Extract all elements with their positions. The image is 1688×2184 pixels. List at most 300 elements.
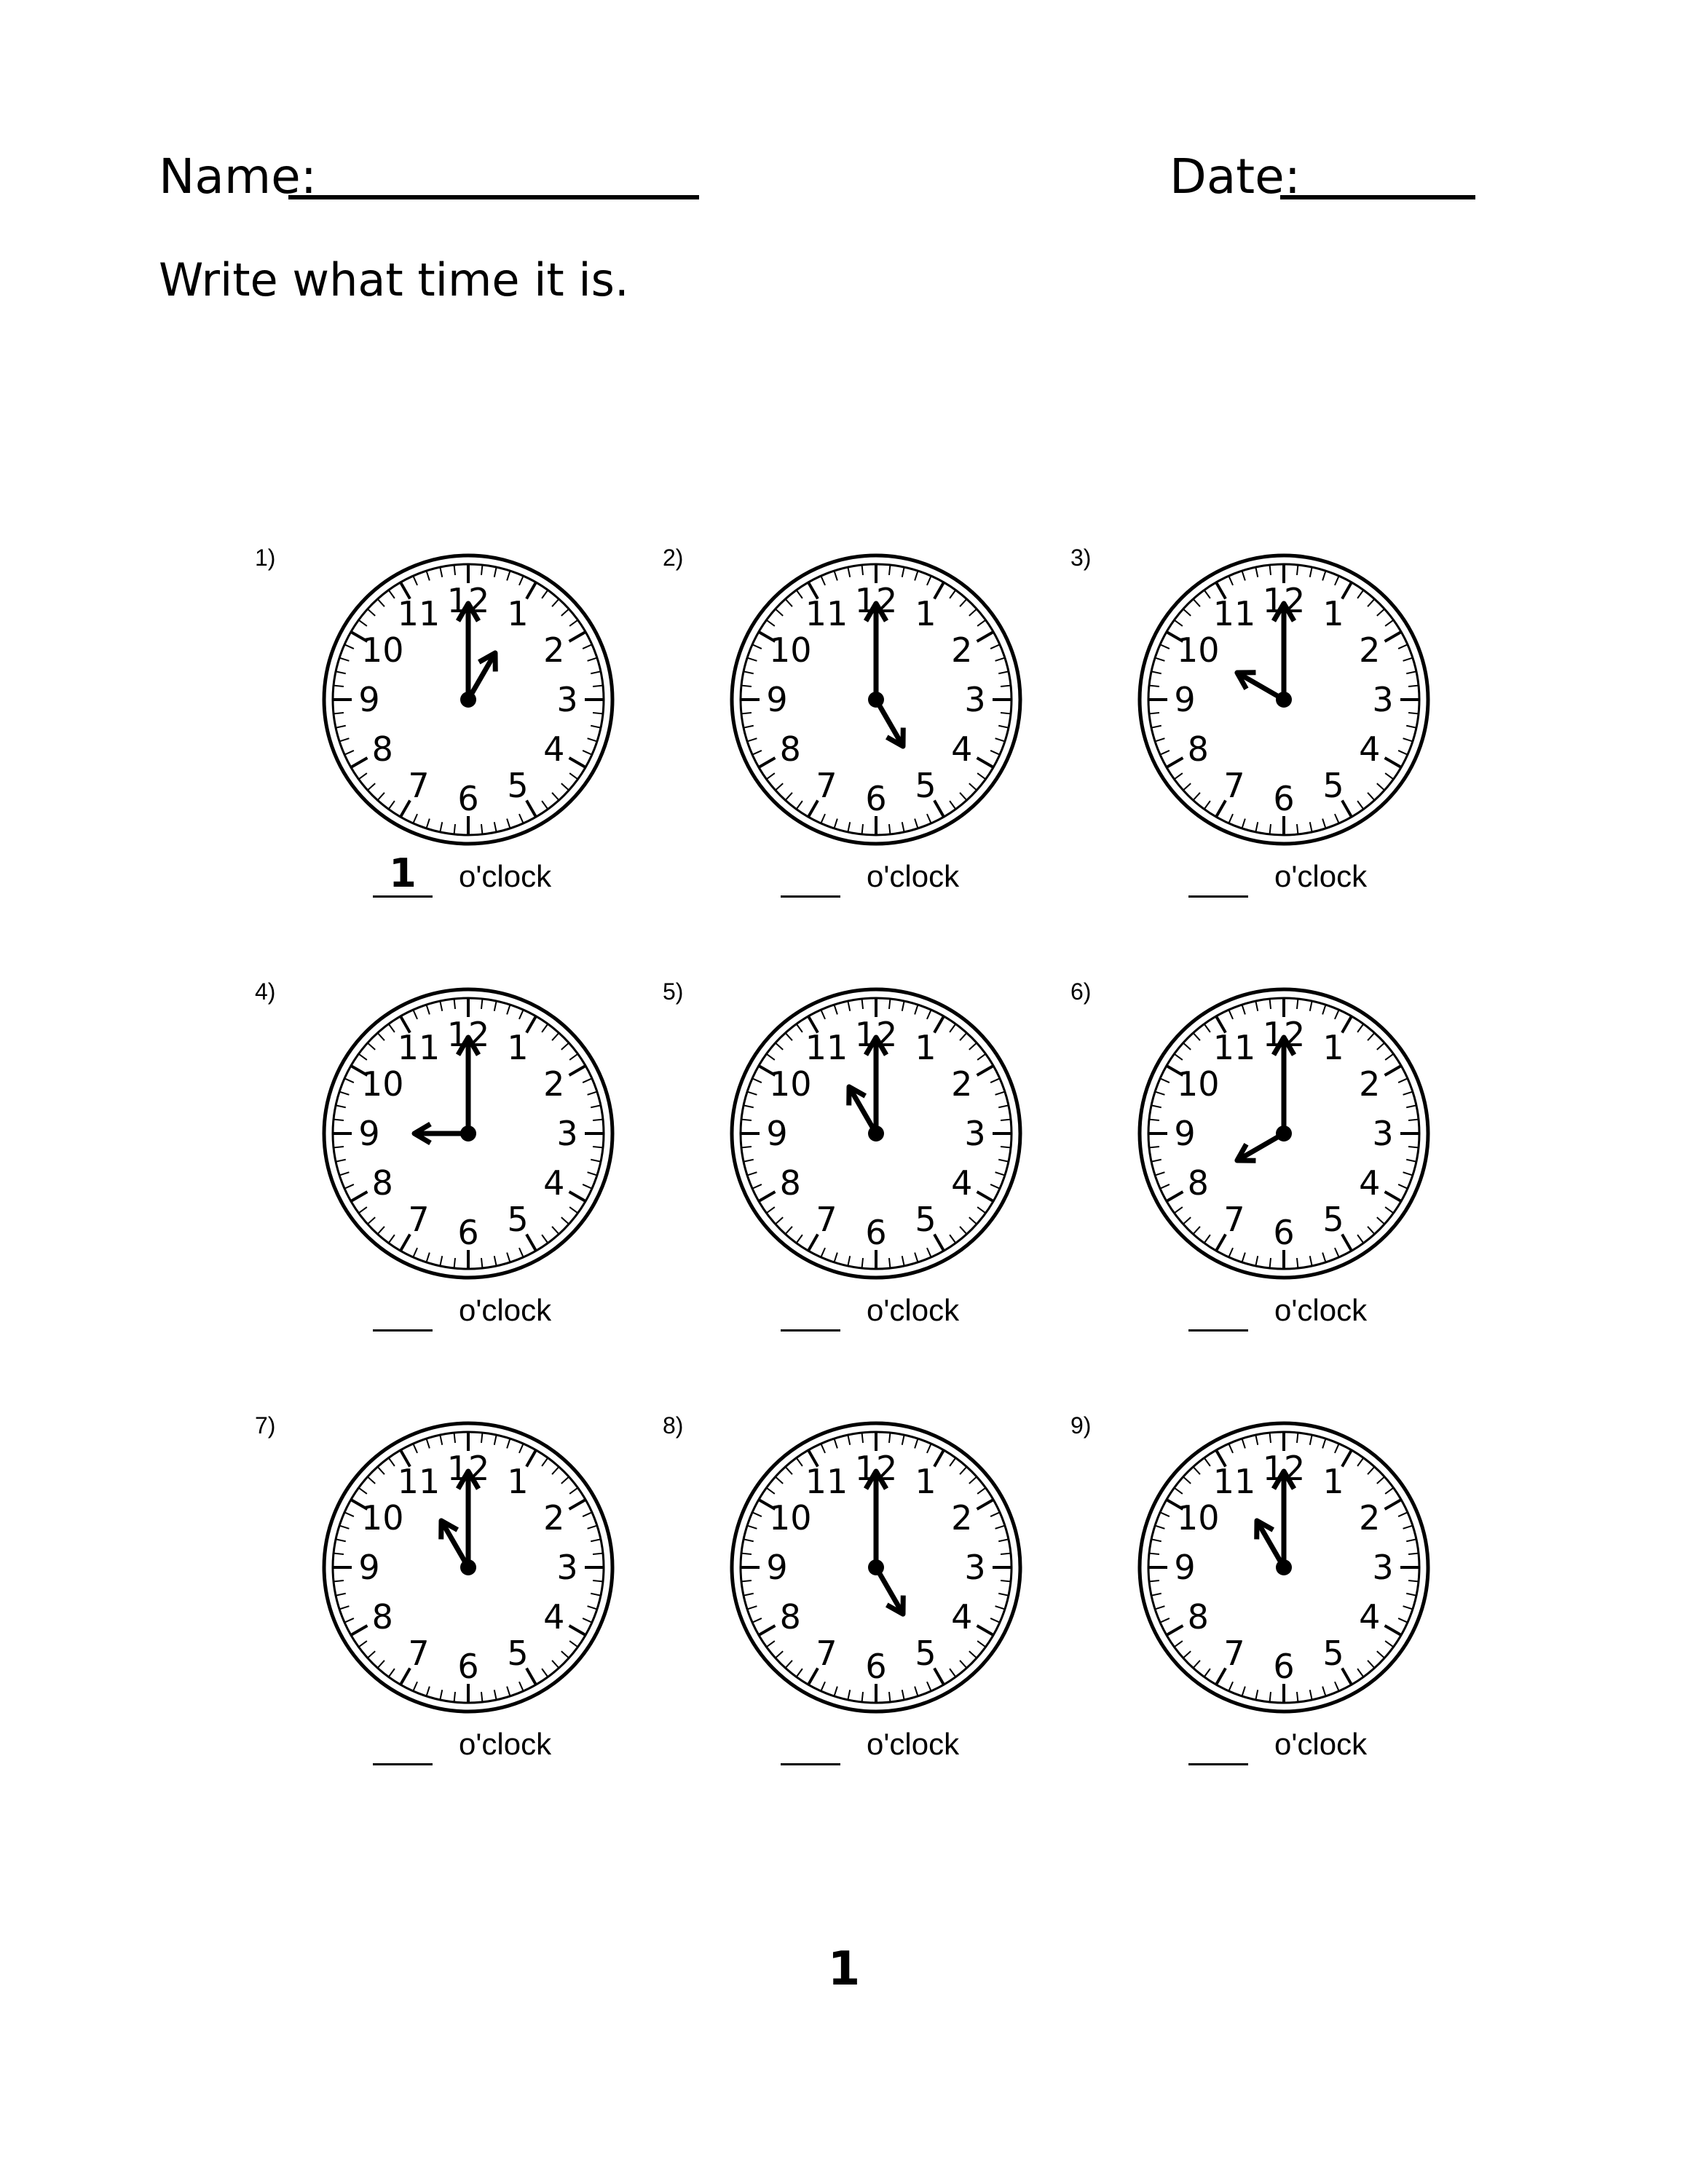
minute-tick [1155,1172,1164,1175]
minute-tick [1151,1160,1162,1162]
minute-tick [889,1433,890,1443]
minute-tick [519,1248,524,1257]
dial-number: 4 [951,1163,973,1203]
minute-tick [1228,814,1233,823]
minute-tick [835,1253,837,1262]
hour-tick [977,1500,994,1509]
minute-tick [368,1477,375,1484]
dial-number: 1 [507,1028,529,1068]
minute-tick [776,1477,783,1484]
minute-tick [481,999,482,1009]
oclock-label: o'clock [867,1727,960,1761]
hour-tick [569,1500,586,1509]
minute-tick [569,1488,577,1494]
answer-blank[interactable] [373,895,433,898]
minute-tick [1001,686,1011,687]
minute-tick [767,1641,775,1647]
minute-tick [797,801,802,809]
minute-tick [1255,1256,1258,1266]
dial-number: 6 [457,779,479,818]
minute-tick [583,1512,592,1516]
dial-number: 11 [805,1462,848,1502]
minute-tick [848,1690,850,1700]
minute-tick [902,567,904,577]
minute-tick [552,1467,559,1474]
minute-tick [776,1217,783,1224]
minute-tick [1385,1207,1393,1213]
dial-number: 5 [915,765,936,805]
dial-number: 10 [1176,1498,1220,1538]
minute-tick [1270,824,1271,834]
dial-number: 11 [805,594,848,634]
minute-tick [1194,599,1200,606]
minute-tick [1228,1010,1233,1019]
minute-tick [821,814,825,823]
dial-number: 8 [1187,1163,1209,1203]
minute-tick [378,1033,384,1040]
dial-number: 5 [1322,1633,1344,1673]
minute-tick [1255,567,1258,577]
dial-number: 11 [397,1462,441,1502]
minute-tick [797,590,802,598]
hour-tick [1167,1192,1183,1201]
minute-tick [915,1253,918,1262]
page-number: 1 [827,1942,861,1996]
minute-tick [915,1439,918,1448]
minute-tick [1151,726,1162,728]
minute-tick [1204,801,1210,809]
dial-number: 9 [766,680,788,719]
minute-tick [767,1207,775,1213]
dial-number: 4 [543,1163,565,1203]
minute-tick [969,1043,977,1050]
minute-tick [995,1606,1005,1609]
dial-number: 4 [951,1597,973,1637]
minute-tick [591,726,601,728]
minute-tick [591,671,601,673]
minute-tick [1183,609,1191,616]
minute-tick [494,822,497,832]
minute-tick [744,1105,754,1107]
dial-number: 12 [1262,581,1306,620]
minute-tick [1270,1258,1271,1268]
hour-tick [569,632,586,641]
minute-tick [1242,1253,1245,1262]
dial-number: 9 [1174,1548,1196,1587]
minute-tick [507,571,510,580]
minute-tick [542,1235,548,1243]
clock-center-hub [868,1125,884,1142]
minute-tick [741,1580,752,1581]
minute-tick [1204,590,1210,598]
dial-number: 10 [1176,630,1220,670]
minute-tick [339,658,349,661]
answer-blank[interactable] [781,895,840,898]
minute-tick [359,1641,367,1647]
minute-tick [481,1258,482,1268]
minute-tick [1398,751,1408,755]
minute-tick [1242,1005,1245,1014]
minute-tick [542,1024,548,1032]
minute-tick [786,1033,792,1040]
minute-tick [1160,644,1170,649]
dial-number: 9 [1174,680,1196,719]
answer-blank[interactable] [373,1329,433,1332]
dial-number: 3 [1372,1548,1394,1587]
dial-number: 11 [1212,594,1256,634]
minute-tick [915,1005,918,1014]
clock-item [255,545,663,923]
minute-tick [1270,1433,1271,1443]
dial-number: 1 [915,1462,936,1502]
minute-tick [990,1512,1000,1516]
minute-tick [1160,1618,1170,1623]
minute-tick [1398,644,1408,649]
minute-tick [1398,1078,1408,1083]
minute-tick [1155,1092,1164,1095]
clock-center-hub [460,1559,476,1575]
minute-tick [960,599,966,606]
clock-item [663,1412,1070,1791]
oclock-label: o'clock [459,1727,552,1761]
minute-tick [1335,1010,1339,1019]
minute-tick [454,1433,455,1443]
minute-tick [1194,1033,1200,1040]
minute-tick [998,1160,1009,1162]
clock-face [1135,550,1433,849]
dial-number: 5 [507,1199,529,1239]
minute-tick [427,571,430,580]
minute-tick [1255,1435,1258,1445]
clock-center-hub [460,692,476,708]
minute-tick [1310,1690,1312,1700]
dial-number: 1 [1322,594,1344,634]
minute-tick [588,1526,597,1529]
dial-number: 12 [854,581,898,620]
minute-tick [990,1078,1000,1083]
hour-tick [1385,1066,1402,1075]
dial-number: 9 [766,1548,788,1587]
minute-tick [821,1010,825,1019]
dial-number: 5 [1322,1199,1344,1239]
dial-number: 3 [1372,680,1394,719]
answer-blank[interactable] [1188,1763,1248,1765]
minute-tick [1368,599,1374,606]
minute-tick [776,1651,783,1658]
minute-tick [494,1690,497,1700]
hour-tick [977,632,994,641]
dial-number: 6 [1273,779,1295,818]
oclock-label: o'clock [867,859,960,893]
minute-tick [1398,1512,1408,1516]
minute-tick [440,1001,442,1011]
hour-tick [1385,1626,1402,1635]
answer-blank[interactable] [373,1763,433,1765]
dial-number: 3 [964,680,986,719]
minute-tick [413,1248,417,1257]
minute-tick [561,1217,569,1224]
minute-tick [336,1594,346,1596]
minute-tick [591,1160,601,1162]
minute-tick [542,590,548,598]
dial-number: 1 [915,1028,936,1068]
dial-number: 5 [507,1633,529,1673]
oclock-label: o'clock [1274,1727,1368,1761]
minute-tick [569,1054,577,1060]
clock-face [319,550,618,849]
minute-tick [413,576,417,585]
minute-tick [848,1435,850,1445]
answer-blank[interactable] [781,1763,840,1765]
minute-tick [960,793,966,800]
dial-number: 11 [1212,1462,1256,1502]
minute-tick [344,644,354,649]
minute-tick [344,1512,354,1516]
minute-tick [378,1227,384,1234]
dial-number: 5 [915,1633,936,1673]
minute-tick [862,1433,863,1443]
minute-tick [1406,1105,1416,1107]
minute-tick [1151,1105,1162,1107]
dial-number: 5 [915,1199,936,1239]
dial-number: 7 [1223,1633,1245,1673]
name-field[interactable] [288,195,699,199]
dial-number: 6 [865,779,887,818]
minute-tick [359,1054,367,1060]
clock-face [727,984,1025,1283]
minute-tick [1175,773,1183,779]
date-field[interactable] [1280,195,1475,199]
minute-tick [848,567,850,577]
minute-tick [835,571,837,580]
minute-tick [786,599,792,606]
minute-tick [588,658,597,661]
minute-tick [1335,1682,1339,1691]
dial-number: 8 [371,1597,393,1637]
minute-tick [389,1669,395,1677]
minute-tick [821,1444,825,1453]
minute-tick [752,1078,762,1083]
oclock-label: o'clock [1274,1293,1368,1327]
minute-tick [494,1435,497,1445]
minute-tick [339,1526,349,1529]
dial-number: 3 [1372,1114,1394,1153]
minute-tick [747,1606,757,1609]
minute-tick [552,599,559,606]
dial-number: 2 [951,1498,973,1538]
minute-tick [507,1253,510,1262]
minute-tick [1228,576,1233,585]
dial-number: 4 [1359,1597,1381,1637]
minute-tick [481,1692,482,1702]
item-number: 6) [1070,978,1092,1005]
answer-blank[interactable] [781,1329,840,1332]
minute-tick [588,1172,597,1175]
hour-tick [759,1626,776,1635]
minute-tick [998,671,1009,673]
dial-number: 8 [1187,1597,1209,1637]
minute-tick [747,738,757,741]
minute-tick [413,814,417,823]
dial-number: 2 [543,1498,565,1538]
minute-tick [950,801,955,809]
minute-tick [440,822,442,832]
minute-tick [569,620,577,626]
minute-tick [1403,1526,1413,1529]
minute-tick [767,1488,775,1494]
minute-tick [588,738,597,741]
minute-tick [519,1444,524,1453]
minute-tick [569,1641,577,1647]
minute-tick [1175,1641,1183,1647]
minute-tick [990,1184,1000,1189]
clock-item [1070,1412,1478,1791]
minute-tick [561,1477,569,1484]
minute-tick [902,1001,904,1011]
dial-number: 7 [816,1199,837,1239]
minute-tick [752,1618,762,1623]
minute-tick [960,1227,966,1234]
clock-center-hub [1276,692,1292,708]
dial-number: 4 [1359,1163,1381,1203]
minute-tick [454,824,455,834]
minute-tick [950,1669,955,1677]
minute-tick [494,1256,497,1266]
minute-tick [960,1467,966,1474]
minute-tick [821,1248,825,1257]
dial-number: 8 [371,1163,393,1203]
dial-number: 12 [446,1449,490,1488]
minute-tick [552,1661,559,1668]
minute-tick [344,1078,354,1083]
minute-tick [336,1160,346,1162]
dial-number: 9 [766,1114,788,1153]
minute-tick [744,671,754,673]
minute-tick [835,1439,837,1448]
minute-tick [1385,620,1393,626]
minute-tick [1001,1580,1011,1581]
minute-tick [1155,1526,1164,1529]
minute-tick [1160,1078,1170,1083]
dial-number: 6 [865,1213,887,1252]
minute-tick [950,590,955,598]
minute-tick [969,1217,977,1224]
dial-number: 6 [1273,1647,1295,1686]
minute-tick [339,1606,349,1609]
minute-tick [1357,1024,1363,1032]
minute-tick [339,1092,349,1095]
minute-tick [977,1641,985,1647]
minute-tick [359,773,367,779]
minute-tick [336,1105,346,1107]
minute-tick [1406,726,1416,728]
answer-blank[interactable] [1188,895,1248,898]
minute-tick [1310,1435,1312,1445]
minute-tick [797,1235,802,1243]
minute-tick [889,565,890,575]
minute-tick [454,1692,455,1702]
minute-tick [1270,999,1271,1009]
minute-tick [1403,658,1413,661]
minute-tick [1175,1207,1183,1213]
minute-tick [1335,576,1339,585]
minute-tick [389,801,395,809]
minute-tick [990,644,1000,649]
minute-tick [835,1687,837,1696]
minute-tick [1155,658,1164,661]
clock-face [1135,984,1433,1283]
minute-tick [998,1594,1009,1596]
answer-blank[interactable] [1188,1329,1248,1332]
hour-tick [569,1066,586,1075]
dial-number: 8 [1187,729,1209,769]
minute-tick [741,686,752,687]
minute-tick [389,1024,395,1032]
minute-tick [1151,1594,1162,1596]
clock-item [1070,545,1478,923]
minute-tick [583,644,592,649]
minute-tick [593,1580,603,1581]
dial-number: 2 [543,630,565,670]
clock-center-hub [1276,1559,1292,1575]
hour-tick [1167,758,1183,767]
oclock-label: o'clock [459,1293,552,1327]
oclock-label: o'clock [1274,859,1368,893]
dial-number: 12 [446,1015,490,1054]
minute-tick [1357,590,1363,598]
minute-tick [561,609,569,616]
minute-tick [786,1227,792,1234]
clock-center-hub [1276,1125,1292,1142]
minute-tick [747,658,757,661]
minute-tick [1377,783,1384,790]
item-number: 8) [663,1412,684,1439]
minute-tick [862,1258,863,1268]
dial-number: 8 [371,729,393,769]
minute-tick [591,1594,601,1596]
minute-tick [427,1005,430,1014]
minute-tick [1310,822,1312,832]
minute-tick [776,609,783,616]
minute-tick [440,1435,442,1445]
minute-tick [583,1184,592,1189]
minute-tick [747,1172,757,1175]
minute-tick [440,1690,442,1700]
minute-tick [1368,1033,1374,1040]
dial-number: 12 [1262,1449,1306,1488]
minute-tick [821,576,825,585]
minute-tick [339,738,349,741]
minute-tick [507,1005,510,1014]
minute-tick [969,609,977,616]
dial-number: 11 [1212,1028,1256,1068]
minute-tick [1255,1001,1258,1011]
clock-center-hub [460,1125,476,1142]
dial-number: 11 [397,594,441,634]
dial-number: 12 [446,581,490,620]
minute-tick [835,1005,837,1014]
item-number: 5) [663,978,684,1005]
minute-tick [583,751,592,755]
dial-number: 1 [1322,1462,1344,1502]
item-number: 1) [255,545,276,571]
minute-tick [1322,1005,1325,1014]
dial-number: 1 [915,594,936,634]
minute-tick [481,824,482,834]
minute-tick [1270,565,1271,575]
minute-tick [990,751,1000,755]
minute-tick [1297,1258,1298,1268]
